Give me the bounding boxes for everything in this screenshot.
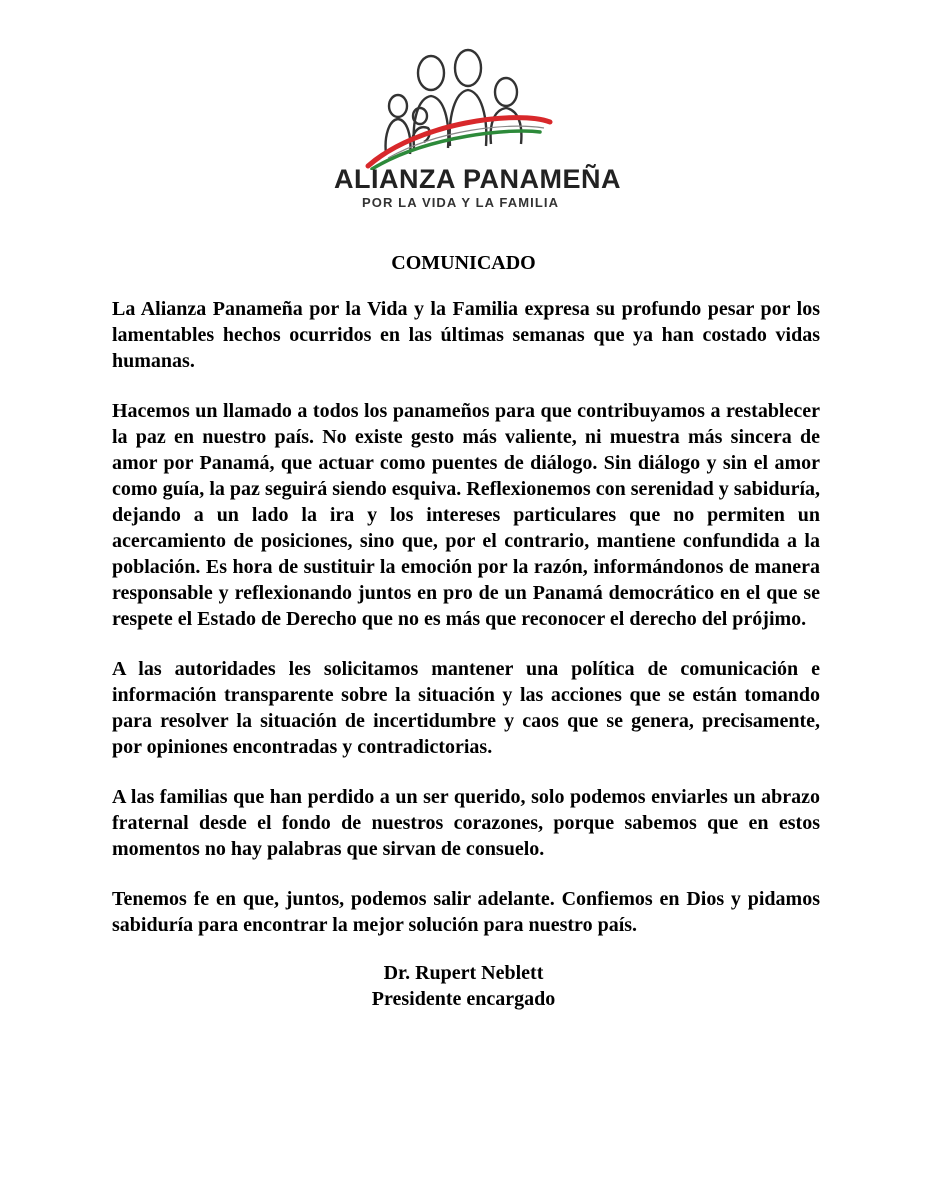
figure-head-3 <box>495 78 517 106</box>
figure-head-2 <box>455 50 481 86</box>
signatory-name: Dr. Rupert Neblett <box>383 962 544 984</box>
document-title: COMUNICADO <box>391 252 536 274</box>
paragraph: Tenemos fe en que, juntos, podemos salir adelante. Confiemos en Dios y pidamos sabiduría para encontrar la mejor solución para nuestro país. <box>112 888 820 936</box>
document-body <box>112 296 820 962</box>
signature-block <box>0 960 927 1012</box>
paragraph: A las familias que han perdido a un ser querido, solo podemos enviarles un abrazo fraternal desde el fondo de nuestros corazones, porque sabemos que en estos momentos no hay palabras que sirvan de consuelo. <box>112 786 820 860</box>
logo-tagline: POR LA VIDA Y LA FAMILIA <box>362 195 560 210</box>
signatory-role: Presidente encargado <box>371 988 556 1010</box>
paragraph: La Alianza Panameña por la Vida y la Familia expresa su profundo pesar por los lamentables hechos ocurridos en las últimas semanas que ya han costado vidas humanas. <box>112 298 820 372</box>
logo-wordmark: ALIANZA PANAMEÑA <box>334 164 621 194</box>
figure-head-4 <box>389 95 407 117</box>
paragraph: A las autoridades les solicitamos mantener una política de comunicación e información transparente sobre la situación y las acciones que se están tomando para resolver la situación de incertidumbre y caos que se genera, precisamente, por opiniones encontradas y contradictorias. <box>112 658 820 758</box>
paragraph: Hacemos un llamado a todos los panameños para que contribuyamos a restablecer la paz en nuestro país. No existe gesto más valiente, ni muestra más sincera de amor por Panamá, que actuar como puentes de diálogo. Sin diálogo y sin el amor como guía, la paz seguirá siendo esquiva. Reflexionemos con serenidad y sabiduría, dejando a un lado la ira y los intereses particulares que no permiten un acercamiento de posiciones, sino que, por el contrario, mantiene confundida a la población. Es hora de sustituir la emoción por la razón, informándonos de manera responsable y reflexionando juntos en pro de un Panamá democrático en el que se respete el Estado de Derecho que no es más que reconocer el derecho del prójimo. <box>112 400 820 630</box>
figure-head-1 <box>418 56 444 90</box>
organization-logo <box>328 40 621 225</box>
family-figures-icon <box>328 40 598 170</box>
